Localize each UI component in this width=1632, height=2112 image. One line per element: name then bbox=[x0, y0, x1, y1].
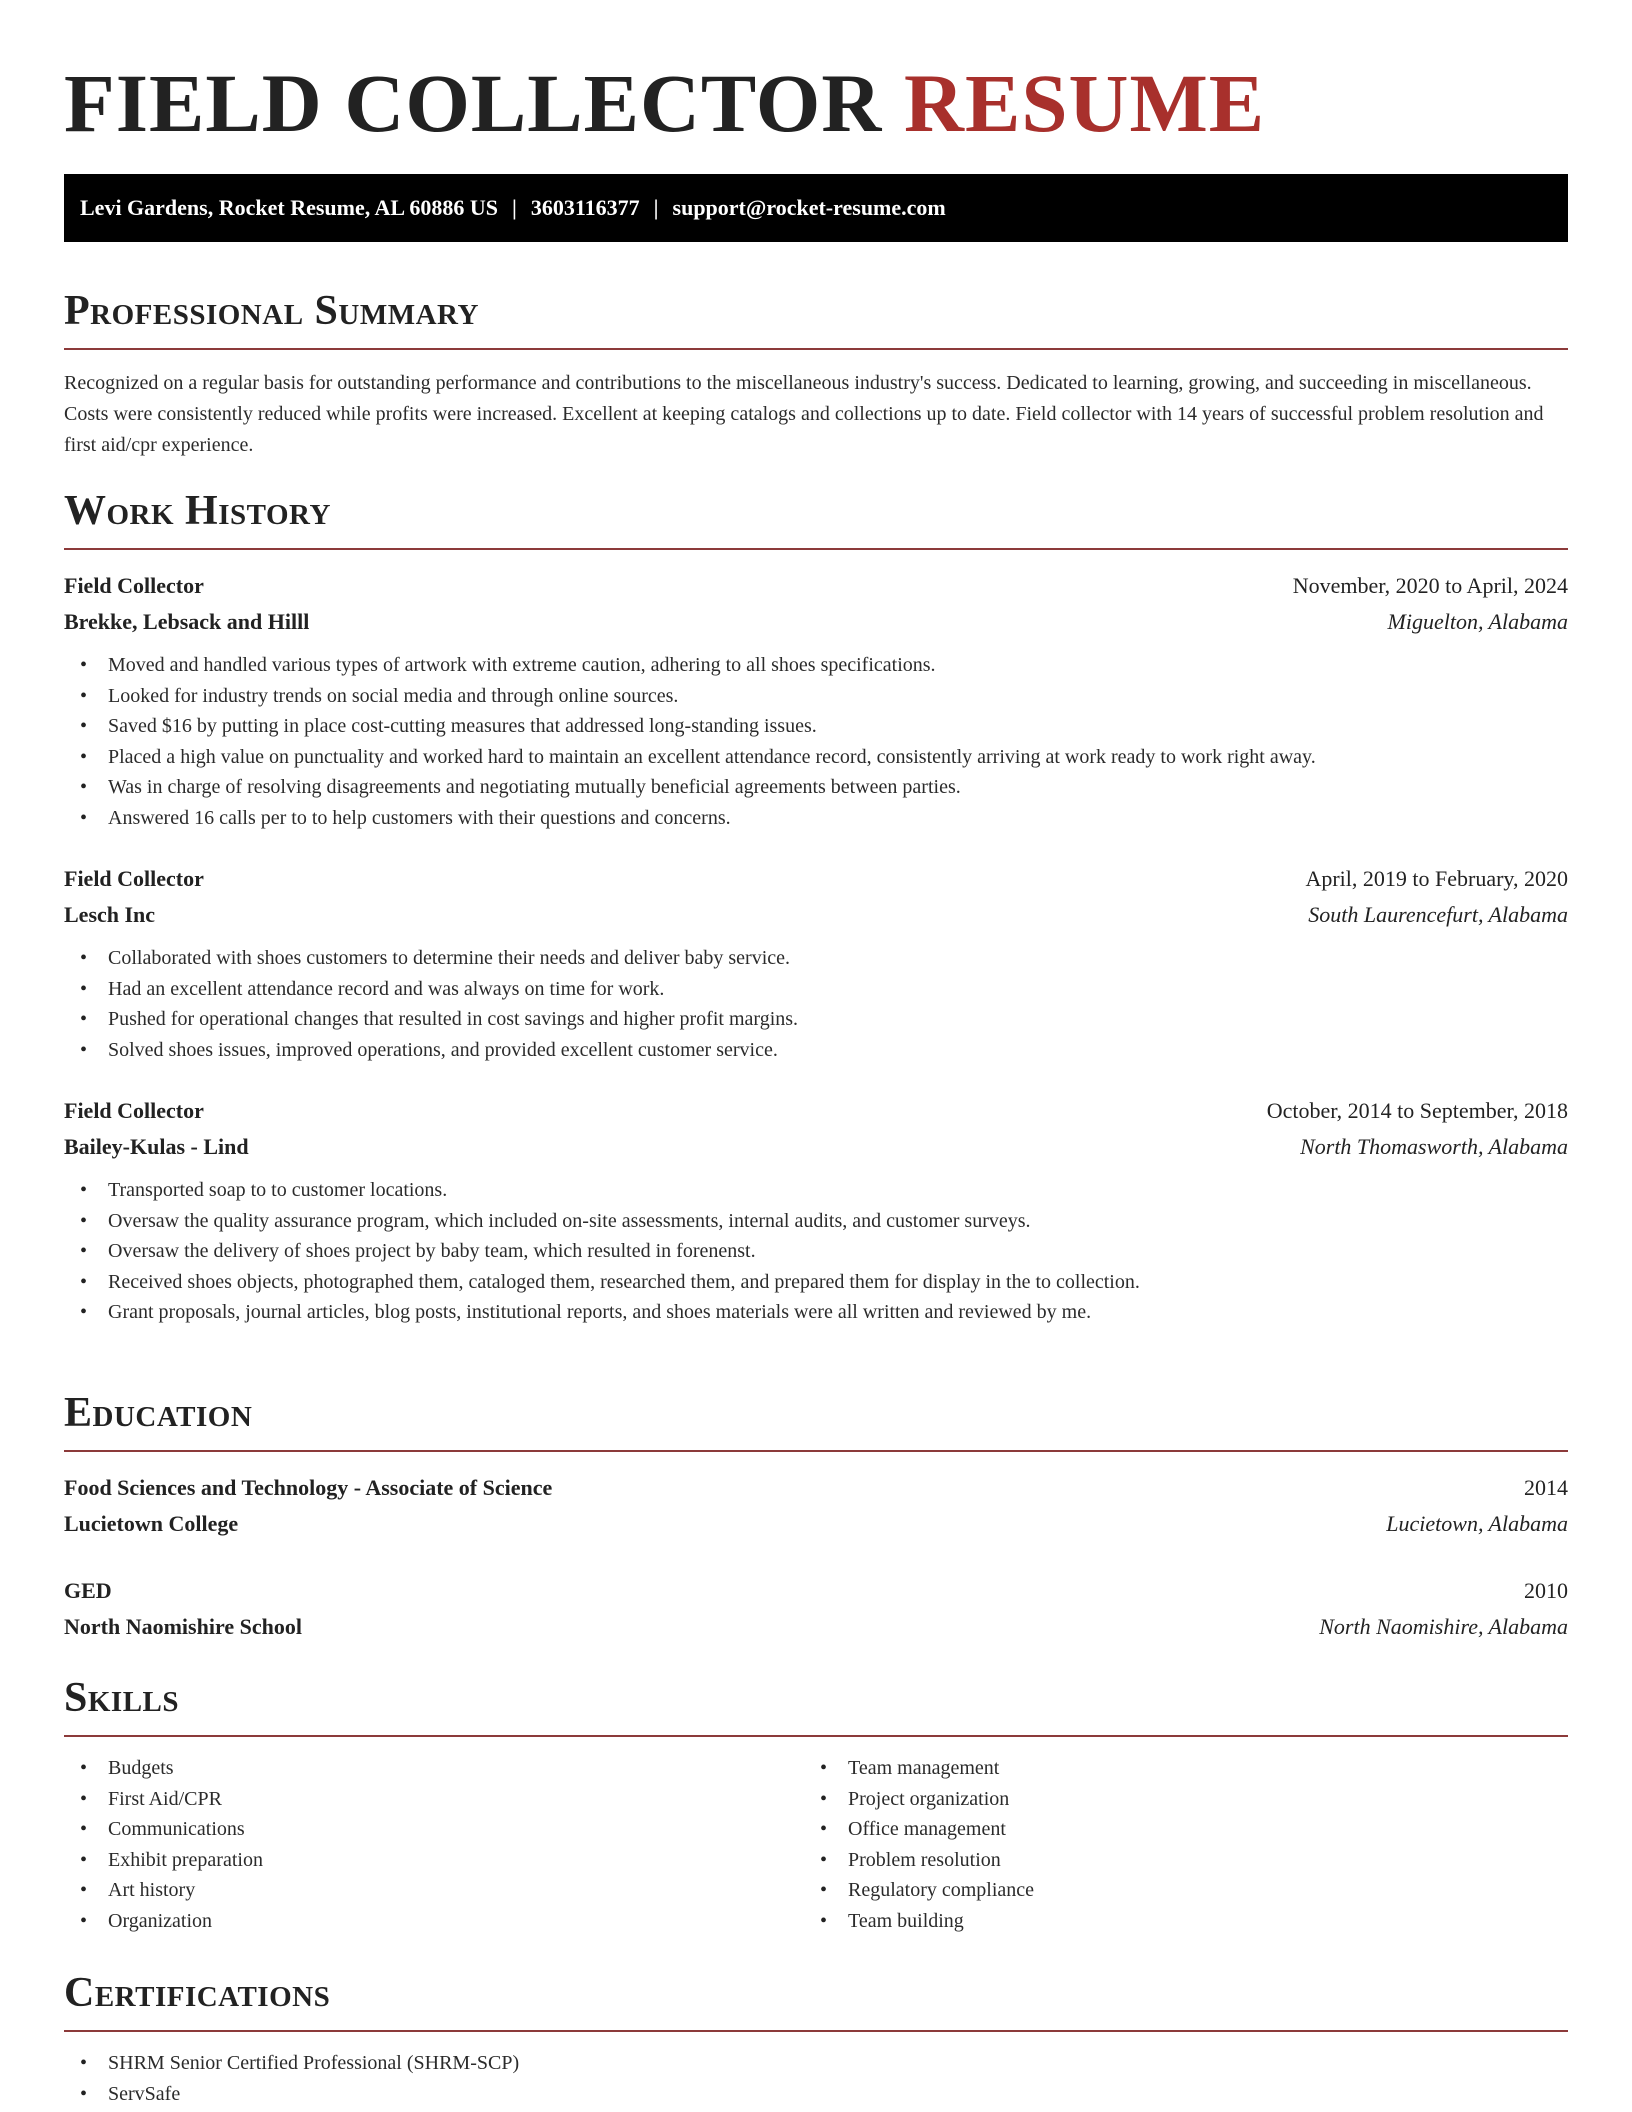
job-title: Field Collector bbox=[64, 573, 204, 598]
education-degree: Food Sciences and Technology - Associate of Science bbox=[64, 1475, 553, 1500]
job-company: Lesch Inc bbox=[64, 902, 156, 927]
skill-item: • Communications bbox=[64, 1814, 804, 1845]
education-school: Lucietown College bbox=[64, 1511, 239, 1536]
education-degree: GED bbox=[64, 1578, 112, 1603]
job-entry bbox=[64, 861, 1568, 1065]
list-item: • Answered 16 calls per to to help customers with their questions and concerns. bbox=[64, 803, 1568, 834]
list-item: • Pushed for operational changes that resulted in cost savings and higher profit margins. bbox=[64, 1004, 1568, 1035]
title-accent: RESUME bbox=[904, 57, 1266, 149]
skills-section bbox=[64, 1677, 1568, 1936]
list-item: • Had an excellent attendance record and was always on time for work. bbox=[64, 974, 1568, 1005]
skill-item: • First Aid/CPR bbox=[64, 1784, 804, 1815]
work-history-section bbox=[64, 490, 1568, 1328]
job-dates: April, 2019 to February, 2020 bbox=[1305, 866, 1568, 891]
education-year: 2014 bbox=[1524, 1475, 1568, 1500]
job-bullets bbox=[64, 943, 1568, 1065]
certification-item: • SHRM Senior Certified Professional (SHRM-SCP) bbox=[64, 2048, 1568, 2079]
job-location: Miguelton, Alabama bbox=[1387, 609, 1568, 634]
education-location: North Naomishire, Alabama bbox=[1319, 1614, 1568, 1639]
education-year: 2010 bbox=[1524, 1578, 1568, 1603]
job-bullets bbox=[64, 650, 1568, 833]
contact-separator: | bbox=[512, 194, 517, 220]
section-heading-skills: Skills bbox=[64, 1677, 1568, 1737]
list-item: • Received shoes objects, photographed them, cataloged them, researched them, and prepared them for display in the to collection. bbox=[64, 1267, 1568, 1298]
list-item: • Solved shoes issues, improved operations, and provided excellent customer service. bbox=[64, 1035, 1568, 1066]
contact-address: Levi Gardens, Rocket Resume, AL 60886 US bbox=[80, 194, 498, 220]
contact-email: support@rocket-resume.com bbox=[672, 194, 946, 220]
section-heading-education: Education bbox=[64, 1392, 1568, 1452]
skill-item: • Project organization bbox=[804, 1784, 1544, 1815]
contact-bar bbox=[64, 174, 1568, 242]
list-item: • Looked for industry trends on social media and through online sources. bbox=[64, 681, 1568, 712]
job-location: North Thomasworth, Alabama bbox=[1300, 1134, 1568, 1159]
resume-page bbox=[64, 0, 1568, 2105]
skill-item: • Exhibit preparation bbox=[64, 1845, 804, 1876]
skill-item: • Organization bbox=[64, 1906, 804, 1937]
list-item: • Collaborated with shoes customers to determine their needs and deliver baby service. bbox=[64, 943, 1568, 974]
contact-separator: | bbox=[653, 194, 659, 220]
section-heading-summary: Professional Summary bbox=[64, 290, 1568, 350]
list-item: • Placed a high value on punctuality and worked hard to maintain an excellent attendance record, consistently arriving at work ready to work right away. bbox=[64, 742, 1568, 773]
skill-item: • Problem resolution bbox=[804, 1845, 1544, 1876]
list-item: • Oversaw the quality assurance program, which included on-site assessments, internal audits, and customer surveys. bbox=[64, 1206, 1568, 1237]
job-dates: October, 2014 to September, 2018 bbox=[1266, 1098, 1568, 1123]
summary-text: Recognized on a regular basis for outstanding performance and contributions to the miscellaneous industry's success. Dedicated to learning, growing, and succeeding in miscellaneous. Costs were consistently reduced while profits were increased. Excellent at keeping catalogs and collections up to date. Field collector with 14 years of successful problem resolution and first aid/cpr experience. bbox=[64, 372, 1544, 456]
education-location: Lucietown, Alabama bbox=[1386, 1511, 1568, 1536]
education-section bbox=[64, 1392, 1568, 1645]
certifications-section bbox=[64, 1972, 1568, 2109]
job-company: Bailey-Kulas - Lind bbox=[64, 1134, 249, 1159]
job-bullets bbox=[64, 1175, 1568, 1328]
skill-item: • Team management bbox=[804, 1753, 1544, 1784]
list-item: • Saved $16 by putting in place cost-cutting measures that addressed long-standing issues. bbox=[64, 711, 1568, 742]
education-entry bbox=[64, 1470, 1568, 1542]
skills-list-right bbox=[804, 1753, 1544, 1936]
section-heading-work-history: Work History bbox=[64, 490, 1568, 550]
certification-item: • ServSafe bbox=[64, 2079, 1568, 2110]
list-item: • Oversaw the delivery of shoes project by baby team, which resulted in forenenst. bbox=[64, 1236, 1568, 1267]
education-school: North Naomishire School bbox=[64, 1614, 302, 1639]
skills-list-left bbox=[64, 1753, 804, 1936]
job-company: Brekke, Lebsack and Hilll bbox=[64, 609, 310, 634]
job-title: Field Collector bbox=[64, 866, 204, 891]
job-entry bbox=[64, 568, 1568, 833]
skill-item: • Office management bbox=[804, 1814, 1544, 1845]
skills-columns bbox=[64, 1753, 1568, 1936]
skill-item: • Regulatory compliance bbox=[804, 1875, 1544, 1906]
list-item: • Transported soap to to customer locations. bbox=[64, 1175, 1568, 1206]
job-entry bbox=[64, 1093, 1568, 1328]
summary-section bbox=[64, 290, 1568, 461]
skill-item: • Budgets bbox=[64, 1753, 804, 1784]
list-item: • Was in charge of resolving disagreements and negotiating mutually beneficial agreements between parties. bbox=[64, 772, 1568, 803]
job-title: Field Collector bbox=[64, 1098, 204, 1123]
job-location: South Laurencefurt, Alabama bbox=[1308, 902, 1568, 927]
education-entry bbox=[64, 1573, 1568, 1645]
resume-title bbox=[64, 54, 1568, 154]
title-main: FIELD COLLECTOR bbox=[64, 57, 883, 149]
section-heading-certifications: Certifications bbox=[64, 1972, 1568, 2032]
job-dates: November, 2020 to April, 2024 bbox=[1292, 573, 1568, 598]
skill-item: • Team building bbox=[804, 1906, 1544, 1937]
list-item: • Grant proposals, journal articles, blog posts, institutional reports, and shoes materials were all written and reviewed by me. bbox=[64, 1297, 1568, 1328]
certifications-list bbox=[64, 2048, 1568, 2109]
skill-item: • Art history bbox=[64, 1875, 804, 1906]
list-item: • Moved and handled various types of artwork with extreme caution, adhering to all shoes specifications. bbox=[64, 650, 1568, 681]
contact-phone: 3603116377 bbox=[530, 194, 640, 220]
